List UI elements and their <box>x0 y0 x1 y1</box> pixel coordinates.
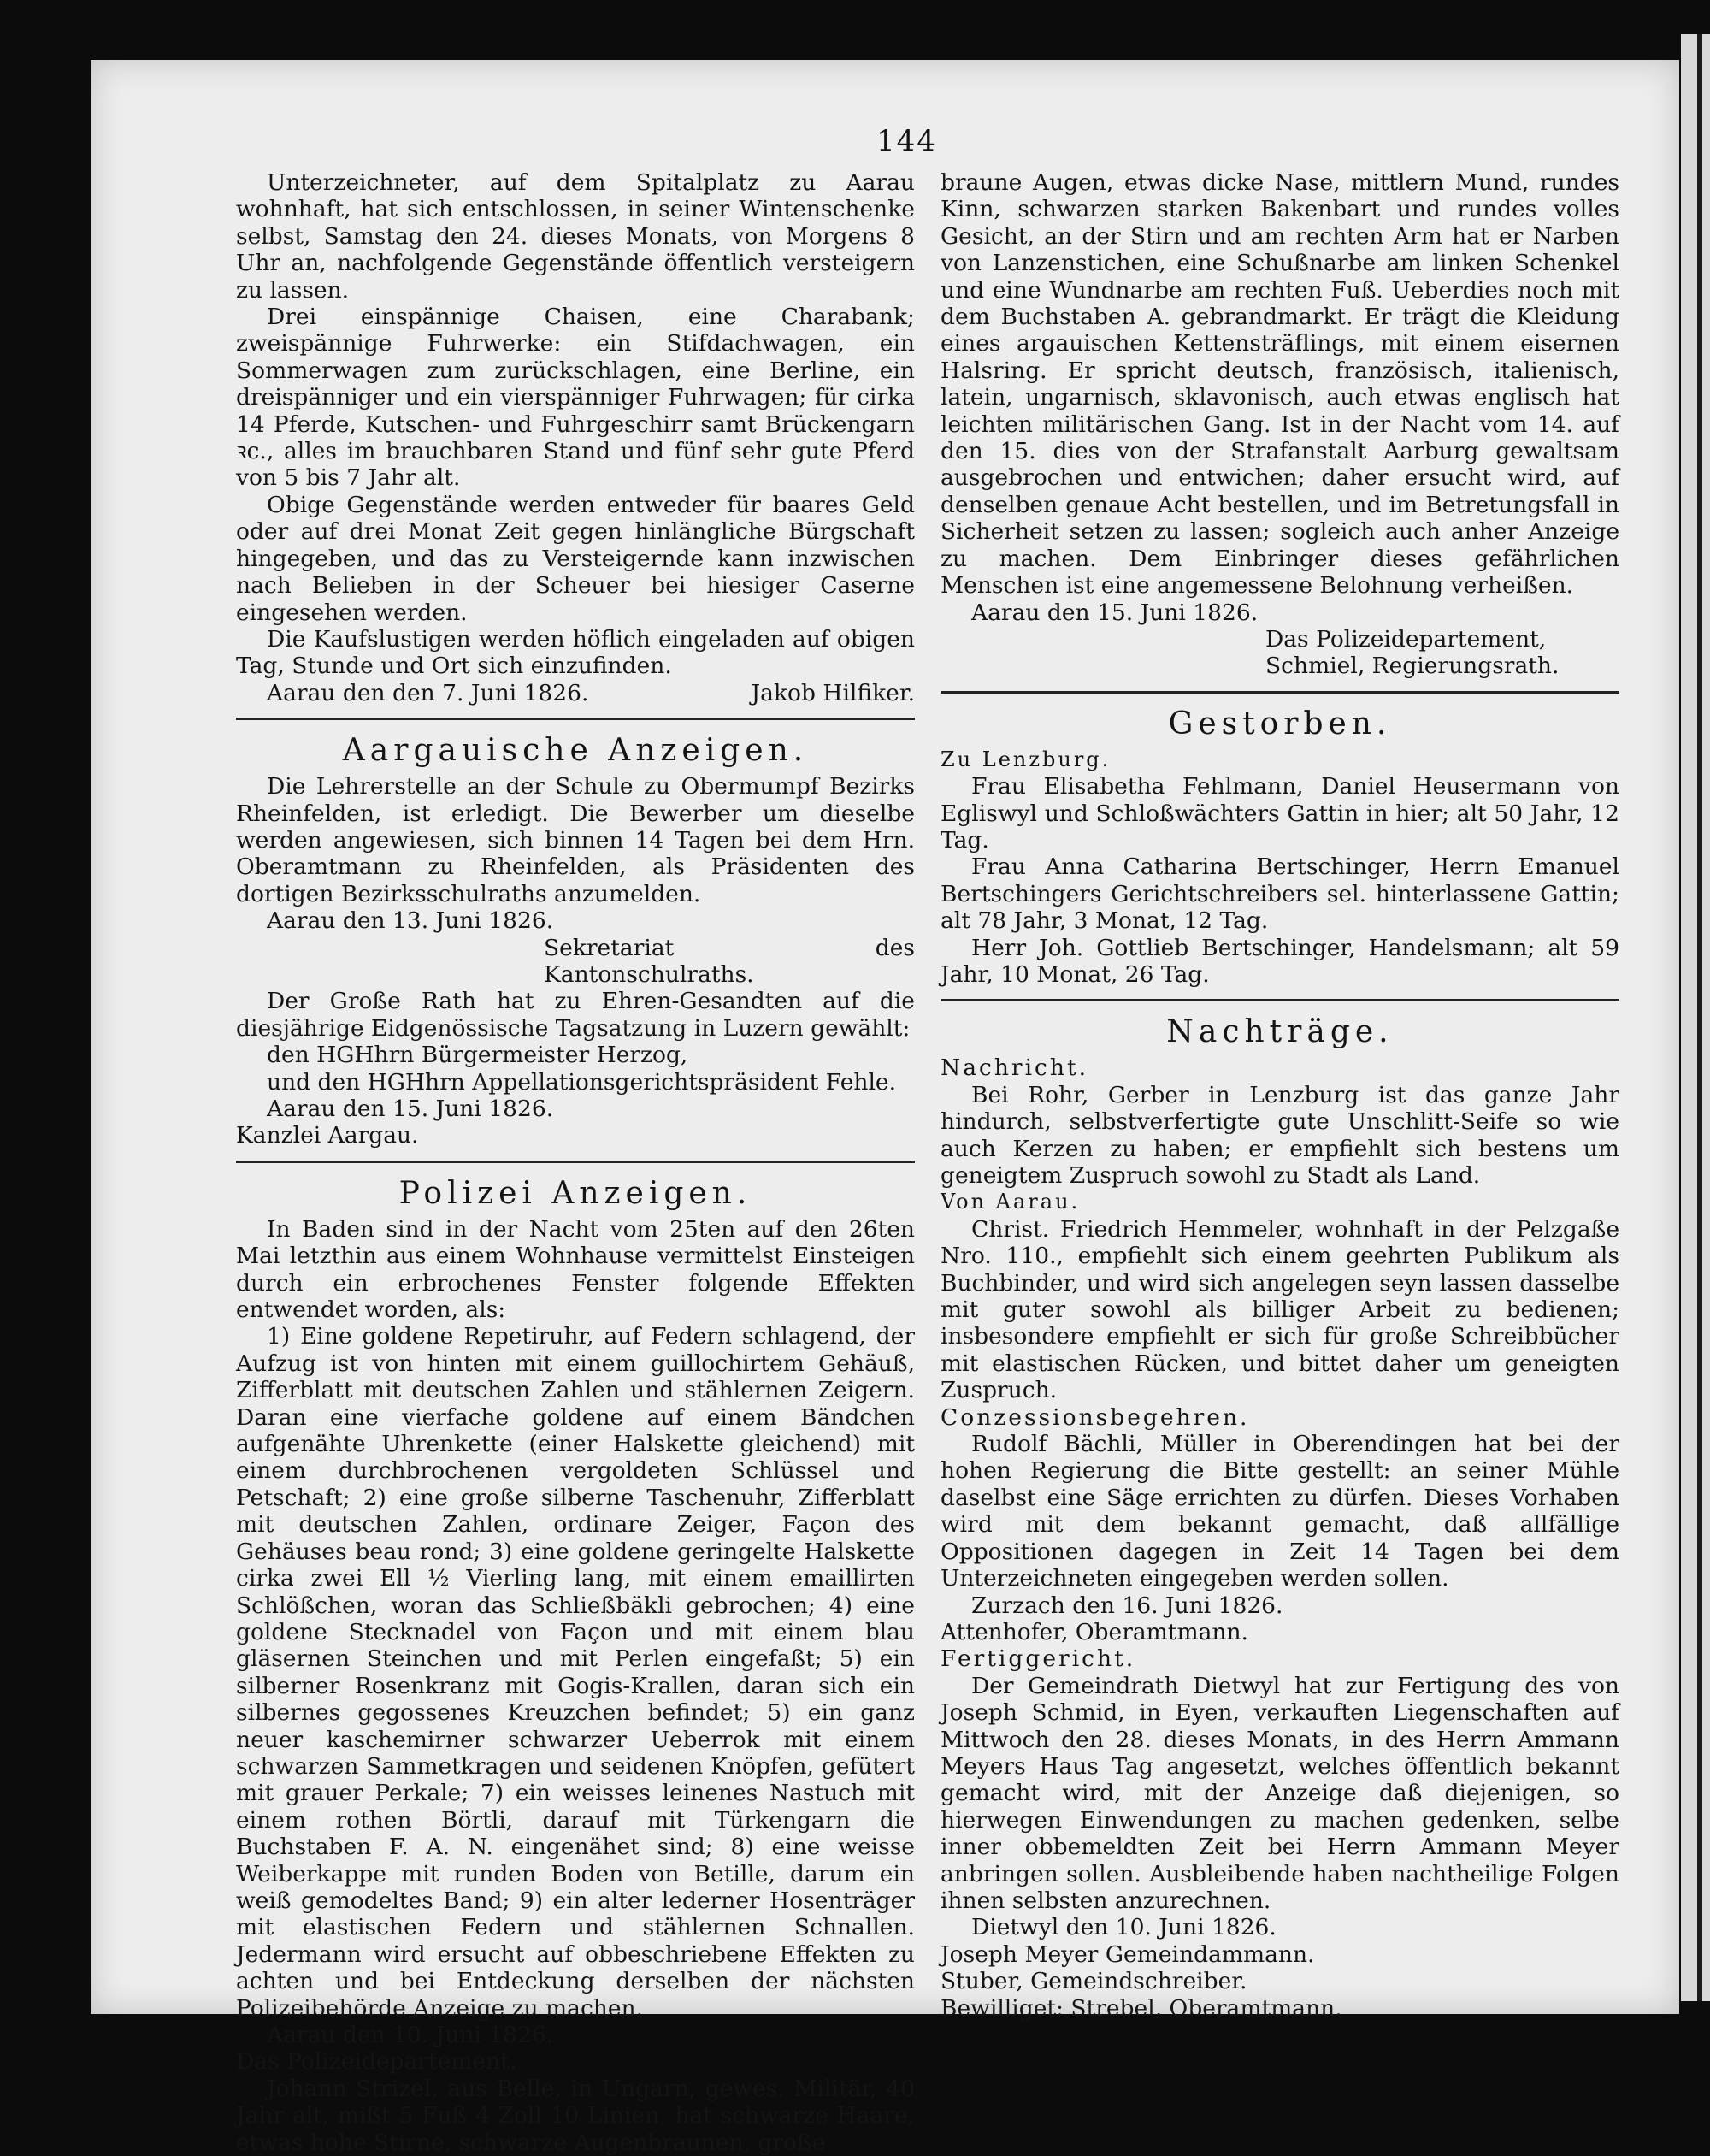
subheading-aarau: Von Aarau. <box>940 1190 1081 1214</box>
deaths-place: Zu Lenzburg. <box>940 747 1112 771</box>
teacher-vacancy-signature: Sekretariat des Kantonschulraths. <box>544 934 915 988</box>
subheading-registry: Fertiggericht. <box>940 1645 1136 1673</box>
supplements <box>940 1015 1619 2022</box>
auction-date: Aarau den den 7. Juni 1826. <box>267 679 589 706</box>
concession-signature: Attenhofer, Oberamtmann. <box>940 1618 1248 1645</box>
theft-signature: Das Polizeidepartement. <box>236 2048 517 2076</box>
subheading-news: Nachricht. <box>940 1054 1089 1082</box>
left-column <box>236 169 915 2156</box>
envoy-1: den HGHhrn Bürgermeister Herzog, <box>267 1042 688 1069</box>
section-divider <box>940 691 1619 694</box>
section-title-police: Polizei Anzeigen. <box>398 1175 752 1211</box>
bookbinder-advert: Christ. Friedrich Hemmeler, wohnhaft in der Pelzgaße Nro. 110., empfiehlt sich einem geehrten Publikum als Buchbinder, und wird sich angelegen seyn lassen dasselbe mit guter sowohl als billiger Arbeit zu bedienen; insbesondere empfiehlt er sich für große Schreibbücher mit elastischen Rücken, und bittet daher um geneigten Zuspruch. <box>940 1215 1619 1404</box>
envoys-signature: Kanzlei Aargau. <box>236 1122 419 1149</box>
death-3: Herr Joh. Gottlieb Bertschinger, Handelsmann; alt 59 Jahr, 10 Monat, 26 Tag. <box>940 934 1619 988</box>
fugitive-description-start: Johann Strizel, aus Belle, in Ungarn, gewes. Militär, 40 Jahr alt, mißt 5 Fuß 4 Zoll 10 Linien, hat schwarze Haare, etwas hohe Stirne, schwarze Augenbraunen, große <box>236 2075 915 2156</box>
fugitive-continued <box>940 169 1619 680</box>
auction-items: Drei einspännige Chaisen, eine Charabank; zweispännige Fuhrwerke: ein Stifdachwagen, ein Sommerwagen zum zurückschlagen, eine Berline, ein dreispänniger und ein vierspänniger Fuhrwagen; für cirka 14 Pferde, Kutschen- und Fuhrgeschirr samt Brückengarn ꝛc., alles im brauchbaren Stand und fünf sehr gute Pferd von 5 bis 7 Jahr alt. <box>236 304 915 492</box>
registry-approval: Bewilliget: Strebel, Oberamtmann. <box>940 1994 1342 2022</box>
concession-date: Zurzach den 16. Juni 1826. <box>971 1592 1283 1619</box>
fugitive-signature-name: Schmiel, Regierungsrath. <box>1265 653 1560 680</box>
page-gutter <box>1697 34 1702 2001</box>
theft-intro: In Baden sind in der Nacht vom 25ten auf den 26ten Mai letzthin aus einem Wohnhause vermittelst Einsteigen durch ein erbrochenes Fenster folgende Effekten entwendet worden, als: <box>236 1215 915 1324</box>
section-divider <box>940 999 1619 1001</box>
deaths <box>940 707 1619 989</box>
section-divider <box>236 718 915 720</box>
fugitive-date: Aarau den 15. Juni 1826. <box>971 599 1259 626</box>
auction-signer: Jakob Hilfiker. <box>751 679 915 706</box>
registry-notice: Der Gemeindrath Dietwyl hat zur Fertigung des von Joseph Schmid, in Eyen, verkauften Liegenschaften auf Mittwoch den 28. dieses Monats, in des Herrn Ammann Meyers Haus Tag angesetzt, welches öffentlich bekannt gemacht wird, mit der Anzeige daß diejenigen, so hierwegen Einwendungen zu machen gedenken, selbe inner obbemeldten Zeit bei Herrn Ammann Meyer anbringen sollen. Ausbleibende haben nachtheilige Folgen ihnen selbsten anzurechnen. <box>940 1672 1619 1914</box>
envoy-2: und den HGHhrn Appellationsgerichtspräsident Fehle. <box>267 1068 897 1096</box>
section-title-deaths: Gestorben. <box>1168 706 1392 741</box>
teacher-vacancy-date: Aarau den 13. Juni 1826. <box>267 907 554 935</box>
auction-terms: Obige Gegenstände werden entweder für baares Geld oder auf drei Monat Zeit gegen hinlängliche Bürgschaft hingegeben, und das zu Versteigernde kann inzwischen nach Belieben in der Scheuer bei hiesiger Caserne eingesehen werden. <box>236 491 915 626</box>
registry-date: Dietwyl den 10. Juni 1826. <box>971 1914 1277 1941</box>
registry-signature-clerk: Stuber, Gemeindschreiber. <box>940 1968 1247 1995</box>
concession-request: Rudolf Bächli, Müller in Oberendingen hat bei der hohen Regierung die Bitte gestellt: an seiner Mühle daselbst eine Säge errichten zu dürfen. Dieses Vorhaben wird mit dem bekannt gemacht, daß allfällige Oppositionen dagegen in Zeit 14 Tagen bei dem Unterzeichneten eingegeben werden sollen. <box>940 1431 1619 1592</box>
subheading-concession: Conzessionsbegehren. <box>940 1403 1250 1431</box>
police-notices <box>236 1177 915 2156</box>
teacher-vacancy: Die Lehrerstelle an der Schule zu Obermumpf Bezirks Rheinfelden, ist erledigt. Die Bewerber um dieselbe werden angewiesen, sich binnen 14 Tagen bei dem Hrn. Oberamtmann zu Rheinfelden, als Präsidenten des dortigen Bezirksschulraths anzumelden. <box>236 773 915 907</box>
auction-signature-row <box>236 680 915 706</box>
registry-signature-mayor: Joseph Meyer Gemeindammann. <box>940 1940 1315 1968</box>
section-divider <box>236 1161 915 1163</box>
auction-notice <box>236 169 915 706</box>
right-column <box>940 169 1619 2022</box>
section-title-supplements: Nachträge. <box>1166 1014 1394 1050</box>
auction-invitation: Die Kaufslustigen werden höflich eingeladen auf obigen Tag, Stunde und Ort sich einzufinden. <box>236 625 915 680</box>
theft-date: Aarau den 10. Juni 1826. <box>267 2022 554 2048</box>
soap-advert: Bei Rohr, Gerber in Lenzburg ist das ganze Jahr hindurch, selbstverfertigte gute Unschlitt-Seife so wie auch Kerzen zu haben; er empfiehlt sich bestens um geneigtem Zuspruch sowohl zu Stadt als Land. <box>940 1081 1619 1189</box>
theft-items: 1) Eine goldene Repetiruhr, auf Federn schlagend, der Aufzug ist von hinten mit einem guillochirtem Gehäuß, Zifferblatt mit deutschen Zahlen und stählernen Zeigern. Daran eine vierfache goldene auf einem Bändchen aufgenähte Uhrenkette (einer Halskette gleichend) mit einem durchbrochenen vergoldeten Schlüssel und Petschaft; 2) eine große silberne Taschenuhr, Zifferblatt mit deutschen Zahlen, ordinare Zeiger, Façon des Gehäuses beau rond; 3) eine goldene geringelte Halskette cirka zwei Ell ½ Vierling lang, mit einem emaillirten Schlößchen, woran das Schließbäkli gebrochen; 4) eine goldene Stecknadel von Façon und mit einem blau gläsernen Steinchen und mit Perlen eingefaßt; 5) ein silberner Rosenkranz mit Gogis-Krallen, daran sich ein silbernes gegossenes Kreuzchen befindet; 5) ein ganz neuer kaschemirner schwarzer Ueberrok mit einem schwarzen Sammetkragen und seidenen Knöpfen, gefütert mit grauer Perkale; 7) ein weisses leinenes Nastuch mit einem rothen Börtli, darauf mit Türkengarn die Buchstaben F. A. N. eingenähet sind; 8) eine weisse Weiberkappe mit runden Boden von Betille, darum ein weiß gemodeltes Band; 9) ein alter lederner Hosenträger mit elastischen Federn und stählernen Schnallen. Jedermann wird ersucht auf obbeschriebene Effekten zu achten und bei Entdeckung derselben der nächsten Polizeibehörde Anzeige zu machen. <box>236 1323 915 2022</box>
next-page-edge <box>1681 34 1710 2001</box>
fugitive-signature-dept: Das Polizeidepartement, <box>1265 625 1547 653</box>
auction-intro: Unterzeichneter, auf dem Spitalplatz zu Aarau wohnhaft, hat sich entschlossen, in seiner Wintenschenke selbst, Samstag den 24. dieses Monats, von Morgens 8 Uhr an, nachfolgende Gegenstände öffentlich versteigern zu lassen. <box>236 169 915 304</box>
envoys-date: Aarau den 15. Juni 1826. <box>267 1096 554 1122</box>
section-title-aargau: Aargauische Anzeigen. <box>342 733 809 769</box>
envoys-notice: Der Große Rath hat zu Ehren-Gesandten auf die diesjährige Eidgenössische Tagsatzung in Luzern gewählt: <box>236 988 915 1042</box>
death-1: Frau Elisabetha Fehlmann, Daniel Heusermann von Egliswyl und Schloßwächters Gattin in hier; alt 50 Jahr, 12 Tag. <box>940 773 1619 854</box>
aargau-notices <box>236 734 915 1149</box>
page-number: 144 <box>876 124 937 158</box>
fugitive-description-cont: braune Augen, etwas dicke Nase, mittlern Mund, rundes Kinn, schwarzen starken Bakenbart und rundes volles Gesicht, an der Stirn und am rechten Arm hat er Narben von Lanzenstichen, eine Schußnarbe am linken Schenkel und eine Wundnarbe am rechten Fuß. Ueberdies noch mit dem Buchstaben A. gebrandmarkt. Er trägt die Kleidung eines argauischen Kettensträflings, mit einem eisernen Halsring. Er spricht deutsch, französisch, italienisch, latein, ungarnisch, sklavonisch, auch etwas englisch hat leichten militärischen Gang. Ist in der Nacht vom 14. auf den 15. dies von der Strafanstalt Aarburg gewaltsam ausgebrochen und entwichen; daher ersucht wird, auf denselben genaue Acht bestellen, und im Betretungsfall in Sicherheit setzen zu lassen; sogleich auch anher Anzeige zu machen. Dem Einbringer dieses gefährlichen Menschen ist eine angemessene Belohnung verheißen. <box>940 169 1619 600</box>
death-2: Frau Anna Catharina Bertschinger, Herrn Emanuel Bertschingers Gerichtschreibers sel. hinterlassene Gattin; alt 78 Jahr, 3 Monat, 12 Tag. <box>940 854 1619 935</box>
